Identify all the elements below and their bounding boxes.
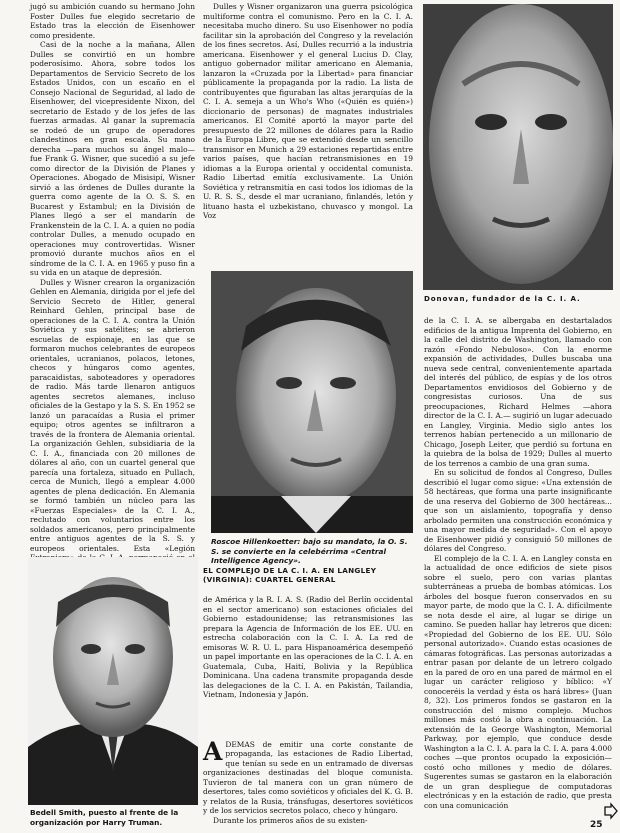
paragraph: Durante los primeros años de su existen- (213, 815, 368, 825)
paragraph: Dulles y Wisner organizaron una guerra psicológica multiforme contra el comunismo. Pero en la C. I. A. necesitaba mucho dinero. Su uso Eisenhower no podía facilitar sin la aprobación del Congreso y la revelación de los fines secretos. Así, Dulles recurrió a la industria americana. Eisenhower y el general Lucius D. Clay, antiguo gobernador militar americano en Alemania, lanzaron la «Cruzada por la Libertad» para financiar públicamente la propaganda por la radio. La lista de contribuyentes que figuraban las altas jerarquías de la C. I. A. semeja a un Who's Who («Quién es quién») diccionario de personas) de magnates industriales americanos. El Comité aportó la mayor parte del presupuesto de 22 millones de dólares para la Radio de la Europa Libre, que se extendió desde un sencillo transmisor en Munich a 29 estaciones repartidas entre varios países, que hacían retransmisiones en 19 idiomas a la Europa oriental y occidental comunista. Radio Libertad emitía exclusivamente. La Unión Soviética y retransmitía en casi todos los idiomas de la U. R. S. S., desde el mar ucraniano, finlandés, letón y lituano hasta el uzbekistano, chuvasco y mongol. La Voz (203, 2, 413, 220)
paragraph: Casi de la noche a la mañana, Allen Dulles se convirtió en un hombre poderosísimo. Ahora, sobre todos los Departamentos de Servicio Secreto de los Estados Unidos, con un escaño en el Consejo Nacional de Seguridad, al lado de Eisenhower, del vicepresidente Nixon, del secretario de Estado y de los jefes de las fuerzas armadas. Al ganar la supremacía se rodeó de un grupo de operadores clandestinos en gran escala. Su mano derecha —para muchos su ángel malo— fue Frank G. Wisner, que sucedió a su jefe como director de la División de Planes y Operaciones. Abogado de Misisipí, Wisner sirvió a las órdenes de Dulles durante la guerra como agente de la O. S. S. en Bucarest y Estambul; en la División de Planes llegó a ser el mandarín de Frankenstein de la C. I. A. a quien no podía controlar Dulles, a menudo ocupado en operaciones muy controvertidas. Wisner promovió durante muchos años en el síndrome de la C. I. A. en 1965 y puso fin a su vida en un ataque de depresión. (30, 40, 195, 277)
paragraph: de la C. I. A. se albergaba en destartalados edificios de la antigua Imprenta del Gobierno, en la calle del distrito de Washington, llamado con razón «Fondo Nebuloso». Con la enorme expansión de actividades, Dulles buscaba una nueva sede central, convenientemente apartada del interés del público, de espías y de los otros Departamentos envidiosos del Gobierno y de congresistas curiosos. Una de sus preocupaciones, Richard Helmes —ahora director de la C. I. A.— sugirió un lugar adecuado en Langley, Virginia. Medio siglo antes los terrenos habían pertenecido a un millonario de Chicago, Joseph Leiter, que perdió su fortuna en la quiebra de la bolsa de 1929; Dulles al muerto de los terrenos a cambio de una gran suma. (424, 316, 612, 468)
paragraph (203, 736, 413, 816)
caption-bedell-smith: Bedell Smith, puesto al frente de la organización por Harry Truman. (30, 808, 179, 827)
photo-bedell-smith (28, 557, 198, 805)
paragraph: El complejo de la C. I. A. en Langley consta en la actualidad de once edificios de siete pisos sobre el suelo, pero con varias plantas subterráneas a prueba de bombas atómicas. Los árboles del bosque fueron conservados en su mayor parte, de modo que la C. I. A. difícilmente se nota desde el aire, al lugar se dirige un camino. Se pueden hallar hay letreros que dicen: «Propiedad del Gobierno de los EE. UU. Sólo personal autorizado». Cuando estas ocasiones de cámaras fotográficas. Las personas autorizadas a entrar pasan por delante de un letrero colgado en la pared de oro en una pared de mármol en el lugar un carácter religioso y bíblico: «Y conoceréis la verdad y ésta os hará libres» (Juan 8, 32). Los primeros fondos se gastaron en la construcción del mismo complejo. Muchos millones más costó la obra a continuación. La extensión de la George Washington, Memorial Parkway, por ejemplo, que conduce desde Washington a la C. I. A. para la C. I. A. para 4.000 coches —que prontos ocupado la exposición— costó ocho millones y medio de dólares. Sugerentes sumas se gastaron en la elaboración de un gran despliegue de computadoras electrónicas y en la estación de radio, que presta con una comunicación (424, 553, 612, 810)
paragraph-text: DEMAS de emitir una corte constante de propaganda, las estaciones de Radio Libertad, que tenían su sede en un entramado de diversas organizaciones destinadas del bloque comunista. Tuvieron de tal manera con un gran número de desertores, tales como soviéticos y oficiales del K. G. B. y relatos de la Rusia, tránsfugas, desertores soviéticos y de los servicios secretos polaco, checo y húngaro. (203, 739, 413, 815)
page-number: 25 (590, 820, 603, 830)
caption-donovan: Donovan, fundador de la C. I. A. (424, 294, 581, 303)
caption-hillenkoetter: Roscoe Hillenkoetter: bajo su mandato, la O. S. S. se convierte en la celebérrima «Central Intelligence Agency». (211, 537, 408, 565)
photo-hillenkoetter (211, 271, 413, 533)
section-subheading: EL COMPLEJO DE LA C. I. A. EN LANGLEY (VIRGINIA): CUARTEL GENERAL (203, 566, 377, 584)
drop-cap: A (203, 736, 223, 766)
article-column-3 (424, 316, 612, 831)
article-column-4 (203, 595, 413, 831)
paragraph: En su solicitud de fondos al Congreso, Dulles describió el lugar como sigue: «Una extensión de 58 hectáreas, que forma una parte insignificante de una reserva del Gobierno de 300 hectáreas... que son un aislamiento, topografía y denso arbolado permiten una construcción económica y una mayor medida de seguridad». Con el apoyo de Eisenhower pidió y consiguió 50 millones de dólares del Congreso. (424, 468, 612, 553)
paragraph: de América y la R. I. A. S. (Radio del Berlín occidental en el sector americano) son estaciones oficiales del Gobierno estadounidense; las retransmisiones las prepara la Agencia de Información de los EE. UU. en estrecha colaboración con la C. I. A. La red de emisoras W. R. U. L. para Hispanoamérica desempeñó un papel importante en las operaciones de la C. I. A. en Guatemala, Cuba, Haití, Bolivia y la República Dominicana. Una cadena transmite propaganda desde las delegaciones de la C. I. A. en Pakistán, Tailandia, Vietnam, Indonesia y Japón. (203, 595, 413, 699)
article-column-1 (30, 2, 195, 553)
paragraph: jugó su ambición cuando su hermano John Foster Dulles fue elegido secretario de Estado tras la elección de Eisenhower como presidente. (30, 2, 195, 40)
article-column-2 (203, 2, 413, 270)
photo-donovan (423, 4, 613, 290)
paragraph: Dulles y Wisner crearon la organización Gehlen en Alemania, dirigida por el jefe del Servicio Secreto de Hitler, general Reinhard Gehlen, principal base de operaciones de la C. I. A. contra la Unión Soviética y sus satélites; se abrieron escuelas de espionaje, en las que se formaron muchos celebrantes de europeos orientales, ucranianos, polacos, letones, checos y húngaros como agentes, paracaidistas, saboteadores y operadores de radio. Más tarde llenaron antiguos agentes secretos alemanes, incluso oficiales de la Gestapo y la S. S. En 1952 se lanzó un paracaídas a Rusia el primer equipo; otros agentes se infiltraron a través de la frontera de Alemania oriental. La organización Gehlen, subsidiaria de la C. I. A., financiada con 20 millones de dólares al año, con un cuartel general que parecía una fortaleza, situado en Pullach, cerca de Munich, llegó a emplear 4.000 agentes de plena dedicación. En Alemania se formó también un núcleo para las «Fuerzas Especiales» de la C. I. A., reclutado con voluntarios entre los soldados americanos, pero principalmente entre antiguos agentes de la S. S. y europeos orientales. Esta «Legión (30, 277, 195, 553)
arrow-right-icon (604, 803, 618, 819)
